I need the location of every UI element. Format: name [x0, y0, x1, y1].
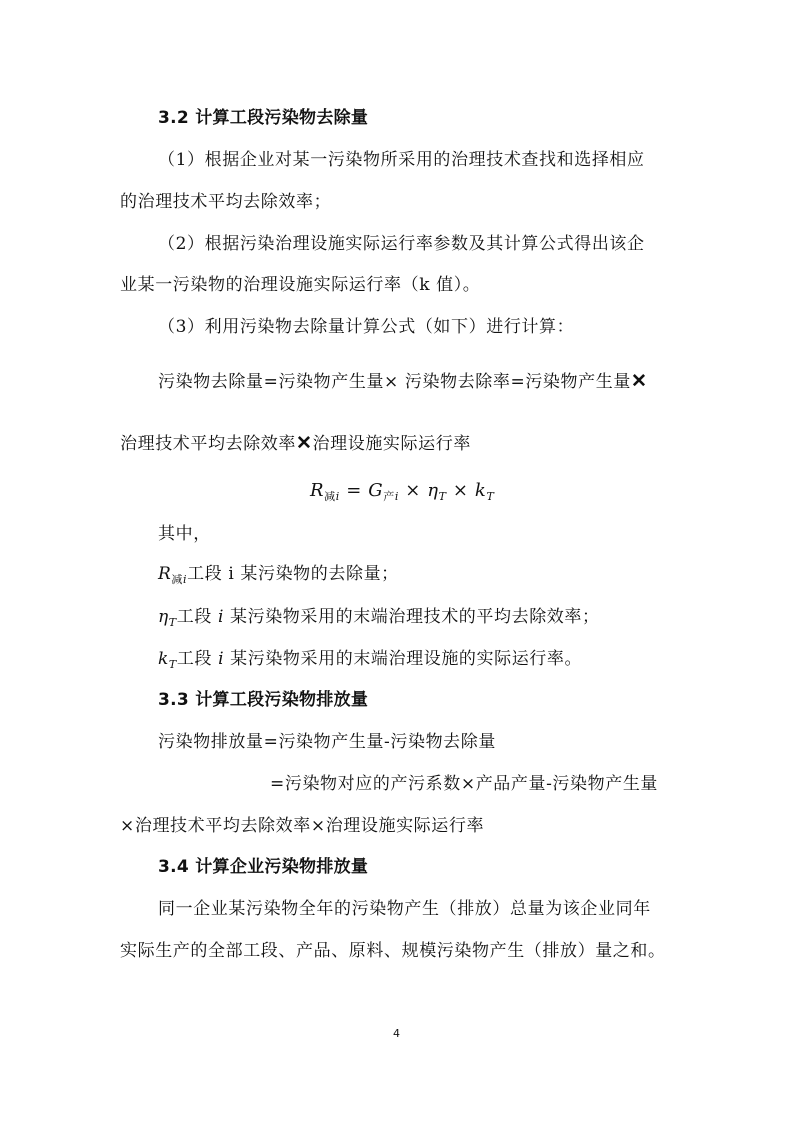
formula-text-line2-a: 治理技术平均去除效率	[120, 434, 296, 454]
times-mark-2: ✕	[296, 432, 313, 454]
formula-equation	[310, 479, 494, 509]
page-number: 4	[393, 1027, 400, 1040]
def-eta-i: i	[217, 607, 224, 627]
item2-line2: 业某一污染物的治理设施实际运行率（k 值）。	[120, 275, 481, 295]
def-eta-sub: T	[168, 616, 177, 629]
times-mark-1: ✕	[630, 370, 648, 392]
formula-text-line1-body: 污染物去除量=污染物产生量× 污染物去除率=污染物产生量	[158, 372, 631, 392]
formula-text-line2	[120, 431, 471, 456]
formula-text-line1	[158, 369, 647, 394]
formula-eq: =	[339, 480, 369, 501]
formula-R: R	[310, 480, 325, 501]
s34-line1: 同一企业某污染物全年的污染物产生（排放）总量为该企业同年	[158, 899, 651, 919]
formula-eta-sub: T	[438, 490, 447, 503]
s33-line2: =污染物对应的产污系数×产品产量-污染物产生量	[270, 774, 659, 794]
def-R-text: 工段 i 某污染物的去除量；	[187, 564, 399, 584]
def-k-pre: 工段	[176, 649, 219, 669]
formula-R-sub-i: i	[335, 490, 340, 503]
item2-line1: （2）根据污染治理设施实际运行率参数及其计算公式得出该企	[158, 234, 645, 254]
def-R	[158, 562, 399, 592]
where-label: 其中，	[158, 524, 211, 544]
formula-G-sub-i: i	[394, 490, 399, 503]
def-k	[158, 647, 582, 677]
def-R-symbol: R	[158, 564, 172, 584]
def-k-symbol: k	[158, 649, 169, 669]
def-eta-post: 某污染物采用的末端治理技术的平均去除效率；	[224, 607, 600, 627]
heading-3-2: 3.2 计算工段污染物去除量	[158, 108, 369, 128]
def-R-sub-i: i	[183, 573, 188, 586]
def-R-sub-cn: 减	[171, 573, 184, 586]
heading-3-4: 3.4 计算企业污染物排放量	[158, 857, 369, 877]
item1-line1: （1）根据企业对某一污染物所采用的治理技术查找和选择相应	[158, 150, 645, 170]
def-k-sub: T	[168, 658, 177, 671]
def-eta	[158, 605, 600, 635]
formula-k: k	[474, 480, 487, 501]
formula-times-1: ×	[398, 480, 428, 501]
def-eta-symbol: η	[158, 607, 169, 627]
s33-line3: ×治理技术平均去除效率×治理设施实际运行率	[120, 816, 485, 836]
def-k-i: i	[218, 649, 225, 669]
formula-R-sub-cn: 减	[324, 490, 336, 503]
formula-eta: η	[427, 480, 439, 501]
formula-G: G	[368, 480, 384, 501]
s34-line2: 实际生产的全部工段、产品、原料、规模污染物产生（排放）量之和。	[120, 941, 666, 961]
def-eta-pre: 工段	[176, 607, 218, 627]
formula-text-line2-b: 治理设施实际运行率	[312, 434, 471, 454]
heading-3-3: 3.3 计算工段污染物排放量	[158, 690, 369, 710]
item3: （3）利用污染物去除量计算公式（如下）进行计算：	[158, 317, 575, 337]
formula-times-2: ×	[446, 480, 475, 501]
formula-G-sub-cn: 产	[383, 490, 395, 503]
formula-k-sub: T	[486, 490, 495, 503]
s33-line1: 污染物排放量=污染物产生量-污染物去除量	[158, 732, 496, 752]
item1-line2: 的治理技术平均去除效率；	[120, 192, 332, 212]
def-k-post: 某污染物采用的末端治理设施的实际运行率。	[224, 649, 583, 669]
